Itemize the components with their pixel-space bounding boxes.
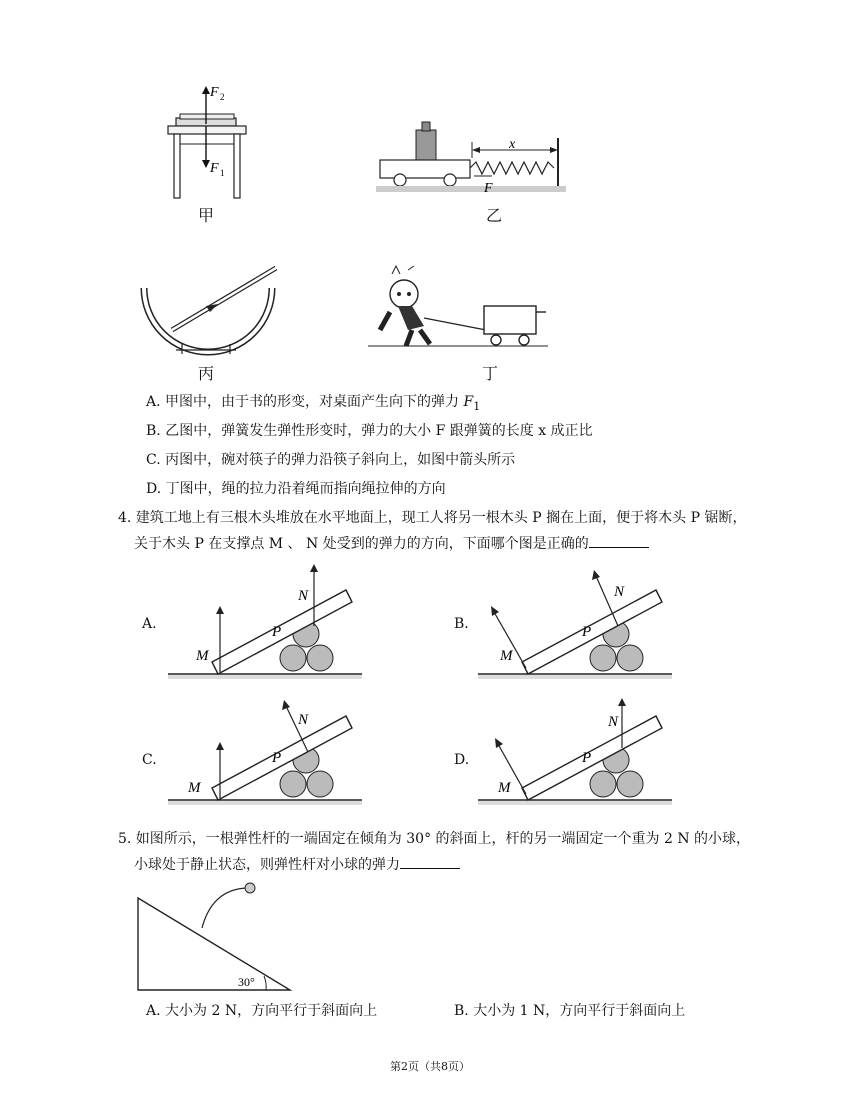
label-f1: F: [210, 161, 219, 176]
q4-stem-line2-text: 关于木头 P 在支撑点 M 、 N 处受到的弹力的方向，下面哪个图是正确的: [134, 536, 589, 552]
q3-option-a-var: F: [463, 394, 474, 410]
label-M: M: [498, 780, 511, 796]
q4-stem-line1: 4. 建筑工地上有三根木头堆放在水平地面上，现工人将另一根木头 P 搁在上面，便于将木头 P 锯断，: [118, 510, 747, 526]
label-P: P: [272, 750, 282, 766]
q5-stem-line2-text: 小球处于静止状态，则弹性杆对小球的弹力: [134, 857, 400, 873]
q4-option-b-label: B.: [454, 616, 469, 632]
q3-option-a: [146, 392, 480, 417]
q5-stem-line2: [134, 854, 460, 875]
q4-option-d-label: D.: [454, 752, 470, 768]
caption-yi: 乙: [486, 206, 503, 225]
figure-bing: [136, 264, 286, 364]
q4-option-a-label: A.: [142, 616, 157, 632]
caption-bing: 丙: [198, 364, 215, 383]
caption-ding: 丁: [482, 364, 499, 383]
q4-option-b-figure: [478, 560, 678, 680]
q3-option-a-sub: 1: [473, 399, 481, 413]
q3-option-a-text: A. 甲图中，由于书的形变，对桌面产生向下的弹力: [146, 394, 464, 410]
label-P: P: [582, 750, 592, 766]
q3-option-d: D. 丁图中，绳的拉力沿着绳而指向绳拉伸的方向: [146, 481, 446, 497]
q4-option-c-label: C.: [142, 752, 157, 768]
label-N: N: [298, 588, 309, 604]
q5-stem-line1: 5. 如图所示，一根弹性杆的一端固定在倾角为 30° 的斜面上，杆的另一端固定一个重为 2 N 的小球，: [118, 831, 751, 847]
label-M: M: [196, 648, 209, 664]
page-footer: 第2页（共8页）: [390, 1060, 470, 1073]
q4-option-d-figure: [478, 690, 678, 810]
label-M: M: [500, 648, 513, 664]
answer-blank[interactable]: [400, 854, 460, 869]
q5-incline-figure: [134, 880, 304, 994]
q4-stem-line2: [134, 533, 649, 554]
q4-option-c-figure: [168, 690, 368, 810]
q3-option-c: C. 丙图中，碗对筷子的弹力沿筷子斜向上，如图中箭头所示: [146, 452, 516, 468]
label-N: N: [614, 584, 625, 600]
q5-option-b: B. 大小为 1 N，方向平行于斜面向上: [454, 1003, 686, 1019]
q5-option-a: A. 大小为 2 N，方向平行于斜面向上: [146, 1003, 378, 1019]
q4-option-a-figure: [168, 560, 368, 680]
figure-ding: [368, 260, 558, 355]
label-N: N: [608, 714, 619, 730]
answer-blank[interactable]: [589, 533, 649, 548]
label-N: N: [298, 712, 309, 728]
figure-yi: [376, 118, 576, 208]
label-f1-sub: 1: [220, 168, 225, 178]
label-x: x: [509, 137, 516, 152]
q3-option-b: B. 乙图中，弹簧发生弹性形变时，弹力的大小 F 跟弹簧的长度 x 成正比: [146, 423, 593, 439]
label-f2: F: [210, 85, 219, 100]
label-f2-sub: 2: [220, 92, 225, 102]
label-M: M: [188, 780, 201, 796]
label-P: P: [582, 624, 592, 640]
caption-jia: 甲: [198, 206, 215, 225]
label-P: P: [272, 624, 282, 640]
angle-label: 30°: [238, 975, 255, 989]
label-F: F: [484, 181, 493, 196]
